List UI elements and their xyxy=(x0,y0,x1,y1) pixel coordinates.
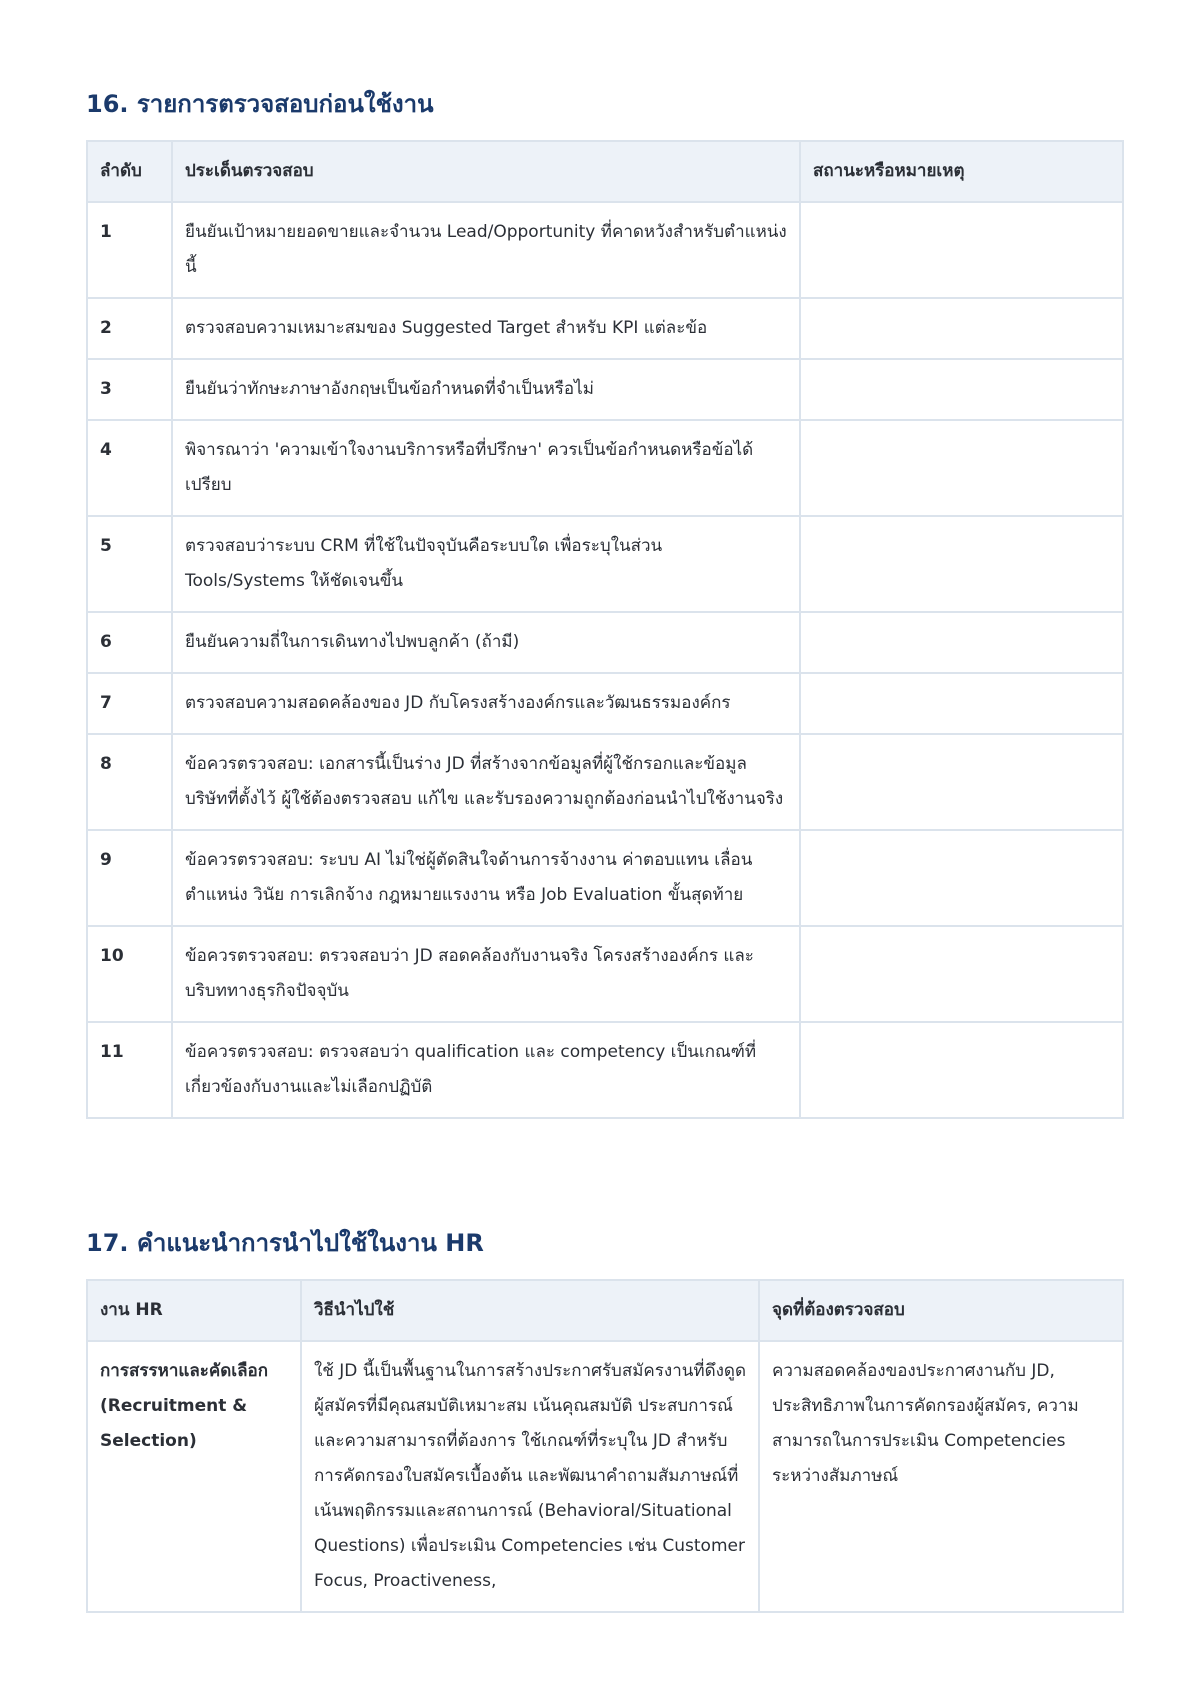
table-row xyxy=(87,1341,1123,1612)
row-number: 10 xyxy=(87,926,172,1022)
check-item: ข้อควรตรวจสอบ: ตรวจสอบว่า qualification และ competency เป็นเกณฑ์ที่เกี่ยวข้องกับงานและไม่เลือกปฏิบัติ xyxy=(172,1022,800,1118)
row-number: 11 xyxy=(87,1022,172,1118)
row-number: 1 xyxy=(87,202,172,298)
table-row xyxy=(87,359,1123,420)
pre-use-checklist-table xyxy=(86,140,1124,1119)
column-header-order: ลำดับ xyxy=(87,141,172,202)
table-header-row xyxy=(87,141,1123,202)
status-cell xyxy=(800,516,1123,612)
table-row xyxy=(87,612,1123,673)
table-row xyxy=(87,202,1123,298)
check-item: ข้อควรตรวจสอบ: ระบบ AI ไม่ใช่ผู้ตัดสินใจด้านการจ้างงาน ค่าตอบแทน เลื่อนตำแหน่ง วินัย การเลิกจ้าง กฎหมายแรงงาน หรือ Job Evaluation ขั้นสุดท้าย xyxy=(172,830,800,926)
row-number: 4 xyxy=(87,420,172,516)
table-row xyxy=(87,830,1123,926)
table-row xyxy=(87,673,1123,734)
table-row xyxy=(87,734,1123,830)
check-points: ความสอดคล้องของประกาศงานกับ JD, ประสิทธิภาพในการคัดกรองผู้สมัคร, ความสามารถในการประเมิน Competencies ระหว่างสัมภาษณ์ xyxy=(759,1341,1123,1612)
hr-task: การสรรหาและคัดเลือก (Recruitment & Selection) xyxy=(87,1341,301,1612)
status-cell xyxy=(800,202,1123,298)
check-item: ข้อควรตรวจสอบ: ตรวจสอบว่า JD สอดคล้องกับงานจริง โครงสร้างองค์กร และบริบททางธุรกิจปัจจุบัน xyxy=(172,926,800,1022)
column-header-hr-task: งาน HR xyxy=(87,1280,301,1341)
usage-description: ใช้ JD นี้เป็นพื้นฐานในการสร้างประกาศรับสมัครงานที่ดึงดูดผู้สมัครที่มีคุณสมบัติเหมาะสม เน้นคุณสมบัติ ประสบการณ์ และความสามารถที่ต้องการ ใช้เกณฑ์ที่ระบุใน JD สำหรับการคัดกรองใบสมัครเบื้องต้น และพัฒนาคำถามสัมภาษณ์ที่เน้นพฤติกรรมและสถานการณ์ (Behavioral/Situational Questions) เพื่อประเมิน Competencies เช่น Customer Focus, Proactiveness, xyxy=(301,1341,759,1612)
check-item: ข้อควรตรวจสอบ: เอกสารนี้เป็นร่าง JD ที่สร้างจากข้อมูลที่ผู้ใช้กรอกและข้อมูลบริษัทที่ตั้งไว้ ผู้ใช้ต้องตรวจสอบ แก้ไข และรับรองความถูกต้องก่อนนำไปใช้งานจริง xyxy=(172,734,800,830)
row-number: 2 xyxy=(87,298,172,359)
row-number: 9 xyxy=(87,830,172,926)
row-number: 7 xyxy=(87,673,172,734)
status-cell xyxy=(800,1022,1123,1118)
row-number: 3 xyxy=(87,359,172,420)
table-row xyxy=(87,926,1123,1022)
status-cell xyxy=(800,926,1123,1022)
row-number: 6 xyxy=(87,612,172,673)
check-item: ตรวจสอบความสอดคล้องของ JD กับโครงสร้างองค์กรและวัฒนธรรมองค์กร xyxy=(172,673,800,734)
section-17-title: 17. คำแนะนำการนำไปใช้ในงาน HR xyxy=(86,1229,484,1257)
table-header-row xyxy=(87,1280,1123,1341)
status-cell xyxy=(800,673,1123,734)
column-header-usage: วิธีนำไปใช้ xyxy=(301,1280,759,1341)
check-item: ตรวจสอบว่าระบบ CRM ที่ใช้ในปัจจุบันคือระบบใด เพื่อระบุในส่วน Tools/Systems ให้ชัดเจนขึ้น xyxy=(172,516,800,612)
column-header-check-item: ประเด็นตรวจสอบ xyxy=(172,141,800,202)
status-cell xyxy=(800,359,1123,420)
check-item: ยืนยันว่าทักษะภาษาอังกฤษเป็นข้อกำหนดที่จำเป็นหรือไม่ xyxy=(172,359,800,420)
section-16-title: 16. รายการตรวจสอบก่อนใช้งาน xyxy=(86,90,434,118)
column-header-status: สถานะหรือหมายเหตุ xyxy=(800,141,1123,202)
status-cell xyxy=(800,830,1123,926)
status-cell xyxy=(800,734,1123,830)
table-row xyxy=(87,1022,1123,1118)
check-item: พิจารณาว่า 'ความเข้าใจงานบริการหรือที่ปรึกษา' ควรเป็นข้อกำหนดหรือข้อได้เปรียบ xyxy=(172,420,800,516)
hr-usage-guidance-table xyxy=(86,1279,1124,1613)
check-item: ตรวจสอบความเหมาะสมของ Suggested Target สำหรับ KPI แต่ละข้อ xyxy=(172,298,800,359)
table-row xyxy=(87,516,1123,612)
row-number: 5 xyxy=(87,516,172,612)
status-cell xyxy=(800,298,1123,359)
table-row xyxy=(87,298,1123,359)
status-cell xyxy=(800,420,1123,516)
row-number: 8 xyxy=(87,734,172,830)
table-row xyxy=(87,420,1123,516)
check-item: ยืนยันความถี่ในการเดินทางไปพบลูกค้า (ถ้ามี) xyxy=(172,612,800,673)
column-header-check-points: จุดที่ต้องตรวจสอบ xyxy=(759,1280,1123,1341)
check-item: ยืนยันเป้าหมายยอดขายและจำนวน Lead/Opportunity ที่คาดหวังสำหรับตำแหน่งนี้ xyxy=(172,202,800,298)
status-cell xyxy=(800,612,1123,673)
